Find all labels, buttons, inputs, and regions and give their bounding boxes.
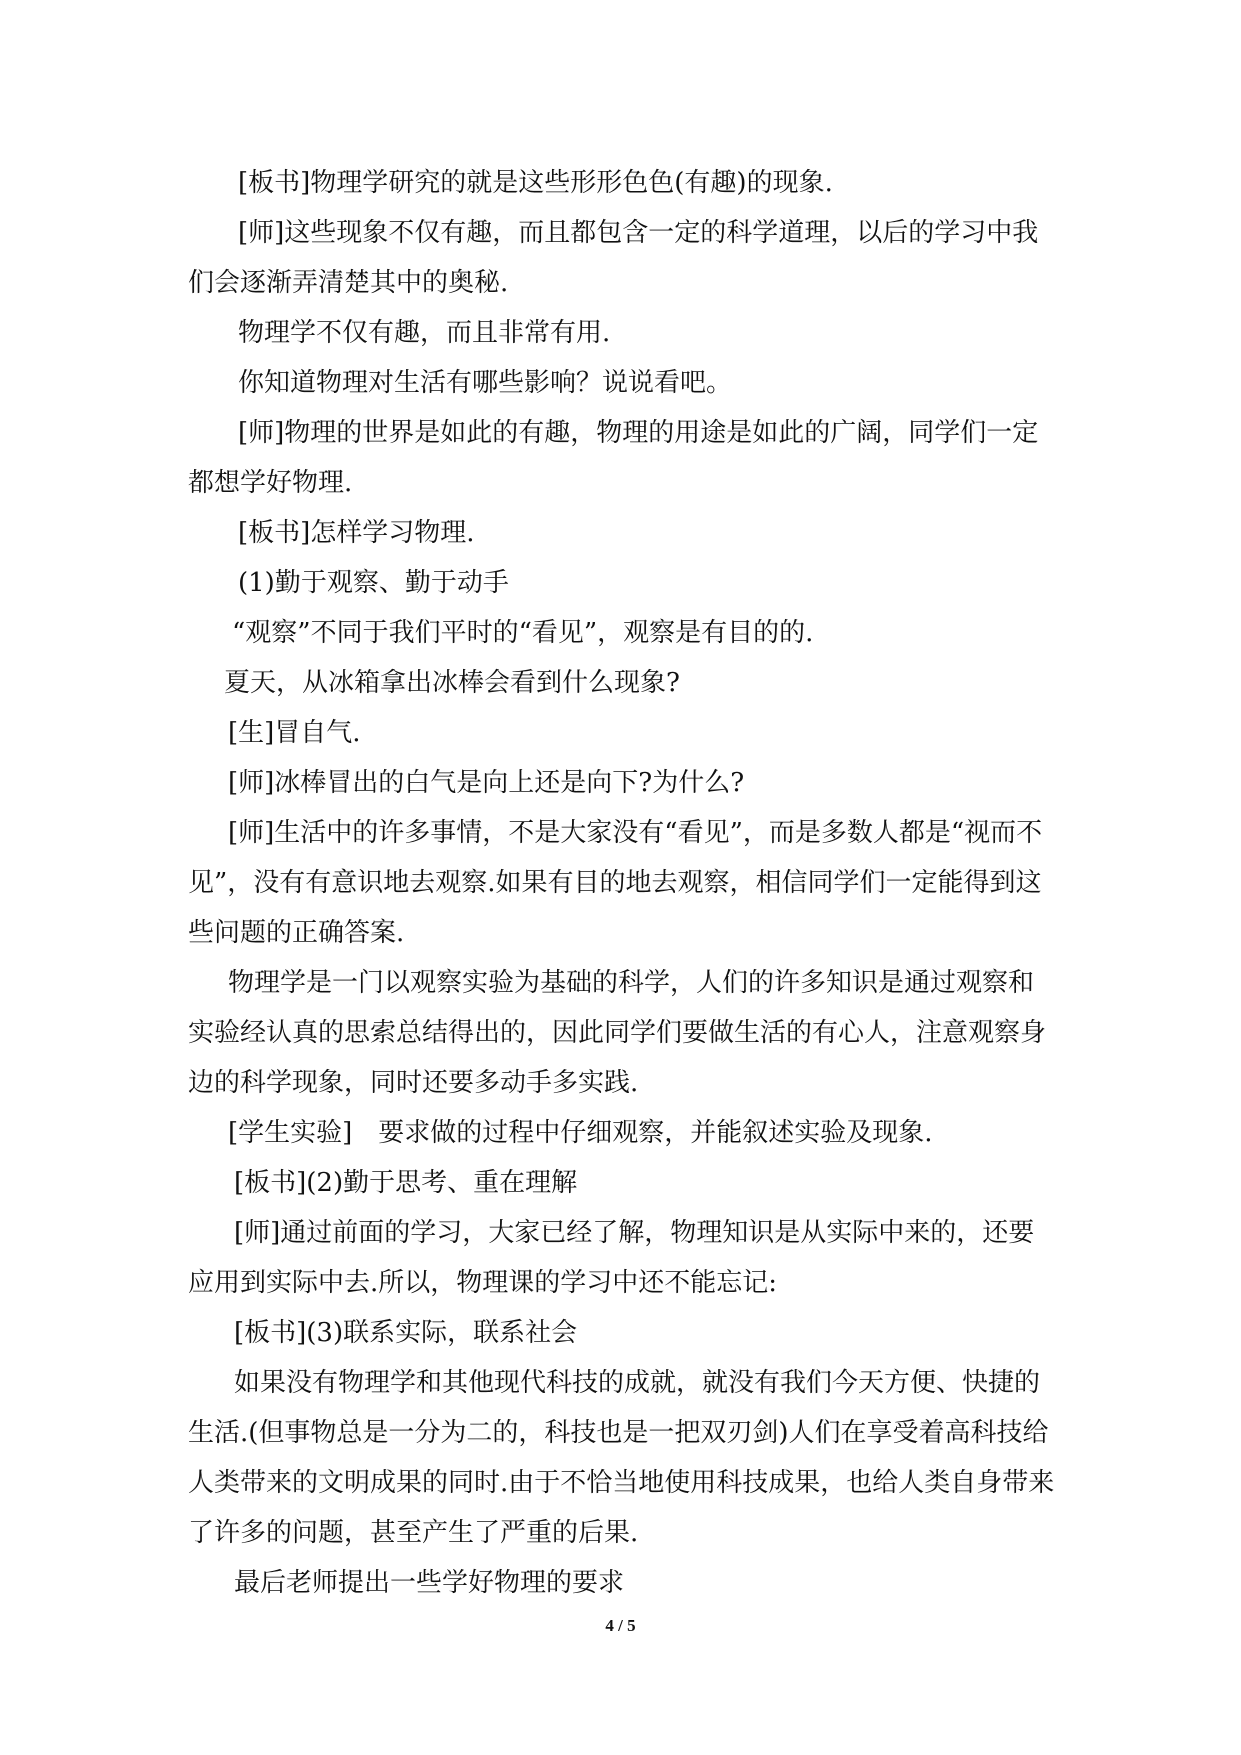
- paragraph-4: 你知道物理对生活有哪些影响？说说看吧。: [238, 368, 733, 398]
- paragraph-10: [生]冒自气.: [228, 718, 361, 748]
- paragraph-18: 如果没有物理学和其他现代科技的成就，就没有我们今天方便、快捷的生活.(但事物总是一分为二的，科技也是一把双刃剑)人们在享受着高科技给人类带来的文明成果的同时.由于不恰当地使用科技成果，也给人类自身带来了许多的问题，甚至产生了严重的后果.: [188, 1368, 1055, 1548]
- paragraph-8: “观察”不同于我们平时的“看见”，观察是有目的的.: [232, 618, 814, 648]
- page-number: 4 / 5: [605, 1616, 636, 1635]
- paragraph-19: 最后老师提出一些学好物理的要求: [234, 1568, 625, 1598]
- paragraph-16: [师]通过前面的学习，大家已经了解，物理知识是从实际中来的，还要应用到实际中去.所以，物理课的学习中还不能忘记:: [188, 1218, 1035, 1298]
- paragraph-15: [板书](2)勤于思考、重在理解: [234, 1168, 578, 1198]
- paragraph-7: (1)勤于观察、勤于动手: [238, 568, 509, 598]
- paragraph-17: [板书](3)联系实际，联系社会: [234, 1318, 578, 1348]
- paragraph-14: [学生实验] 要求做的过程中仔细观察，并能叙述实验及现象.: [228, 1118, 933, 1148]
- paragraph-3: 物理学不仅有趣，而且非常有用.: [238, 318, 611, 348]
- paragraph-1: [板书]物理学研究的就是这些形形色色(有趣)的现象.: [238, 168, 833, 198]
- paragraph-2: [师]这些现象不仅有趣，而且都包含一定的科学道理，以后的学习中我们会逐渐弄清楚其中的奥秘.: [188, 218, 1039, 298]
- document-body: [188, 158, 1058, 1608]
- paragraph-9: 夏天，从冰箱拿出冰棒会看到什么现象?: [224, 668, 680, 698]
- paragraph-11: [师]冰棒冒出的白气是向上还是向下?为什么?: [228, 768, 745, 798]
- paragraph-12: [师]生活中的许多事情，不是大家没有“看见”，而是多数人都是“视而不见”，没有有意识地去观察.如果有目的地去观察，相信同学们一定能得到这些问题的正确答案.: [188, 818, 1043, 948]
- paragraph-5: [师]物理的世界是如此的有趣，物理的用途是如此的广阔，同学们一定都想学好物理.: [188, 418, 1039, 498]
- paragraph-13: 物理学是一门以观察实验为基础的科学，人们的许多知识是通过观察和实验经认真的思索总结得出的，因此同学们要做生活的有心人，注意观察身边的科学现象，同时还要多动手多实践.: [188, 968, 1047, 1098]
- paragraph-6: [板书]怎样学习物理.: [238, 518, 475, 548]
